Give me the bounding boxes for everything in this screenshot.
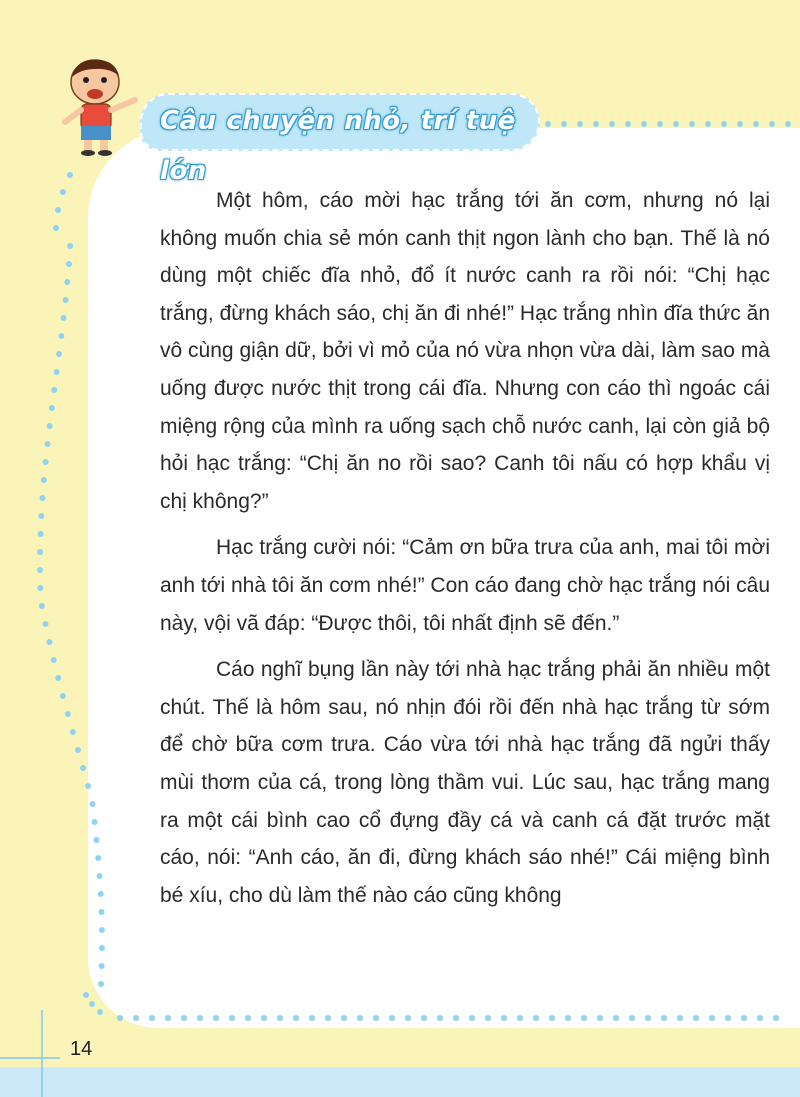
- border-dot: [47, 423, 53, 429]
- border-dot: [42, 621, 48, 627]
- border-dot: [51, 657, 57, 663]
- border-dot: [261, 1015, 267, 1021]
- border-dot: [97, 1009, 103, 1015]
- border-dot: [389, 1015, 395, 1021]
- border-dot: [39, 495, 45, 501]
- border-dot: [133, 1015, 139, 1021]
- border-dot: [80, 765, 86, 771]
- border-dot: [58, 333, 64, 339]
- border-dot: [277, 1015, 283, 1021]
- border-dot: [37, 585, 43, 591]
- border-dot: [757, 1015, 763, 1021]
- border-dot: [705, 121, 711, 127]
- border-dot: [67, 172, 73, 178]
- border-dot: [689, 121, 695, 127]
- border-dot: [613, 1015, 619, 1021]
- border-dot: [70, 729, 76, 735]
- border-dot: [373, 1015, 379, 1021]
- border-dot: [64, 279, 70, 285]
- border-dot: [357, 1015, 363, 1021]
- border-dot: [67, 243, 73, 249]
- border-dot: [197, 1015, 203, 1021]
- border-dot: [593, 121, 599, 127]
- border-dot: [117, 1015, 123, 1021]
- border-dot: [92, 819, 98, 825]
- border-dot: [85, 783, 91, 789]
- border-dot: [89, 1001, 95, 1007]
- section-title: Câu chuyện nhỏ, trí tuệ lớn: [160, 106, 516, 186]
- border-dot: [309, 1015, 315, 1021]
- border-dot: [341, 1015, 347, 1021]
- border-dot: [405, 1015, 411, 1021]
- border-dot: [609, 121, 615, 127]
- border-dot: [545, 121, 551, 127]
- story-text: [160, 182, 770, 914]
- border-dot: [55, 207, 61, 213]
- border-dot: [737, 121, 743, 127]
- border-dot: [99, 945, 105, 951]
- border-dot: [60, 189, 66, 195]
- border-dot: [99, 927, 105, 933]
- border-dot: [89, 801, 95, 807]
- border-dot: [725, 1015, 731, 1021]
- border-dot: [517, 1015, 523, 1021]
- border-dot: [66, 261, 72, 267]
- border-dot: [165, 1015, 171, 1021]
- border-dot: [60, 693, 66, 699]
- border-dot: [641, 121, 647, 127]
- border-dot: [98, 909, 104, 915]
- border-dot: [63, 297, 69, 303]
- border-dot: [37, 549, 43, 555]
- border-dot: [293, 1015, 299, 1021]
- border-dot: [149, 1015, 155, 1021]
- border-dot: [581, 1015, 587, 1021]
- border-dot: [98, 981, 104, 987]
- border-dot: [245, 1015, 251, 1021]
- border-dot: [83, 992, 89, 998]
- story-paragraph-3: Cáo nghĩ bụng lần này tới nhà hạc trắng phải ăn nhiều một chút. Thế là hôm sau, nó nhịn đói rồi đến nhà hạc trắng từ sớm để chờ bữa cơm trưa. Cáo vừa tới nhà hạc trắng đã ngửi thấy mùi thơm của cá, trong lòng thầm vui. Lúc sau, hạc trắng mang ra một cái bình cao cổ đựng đầy cá và canh cá đặt trước mặt cáo, nói: “Anh cáo, ăn đi, đừng khách sáo nhé!” Cái miệng bình bé xíu, cho dù làm thế nào cáo cũng không: [160, 658, 770, 907]
- border-dot: [213, 1015, 219, 1021]
- border-dot: [39, 603, 45, 609]
- border-dot: [661, 1015, 667, 1021]
- border-dot: [565, 1015, 571, 1021]
- border-dot: [38, 531, 44, 537]
- story-paragraph-2: Hạc trắng cười nói: “Cảm ơn bữa trưa của anh, mai tôi mời anh tới nhà tôi ăn cơm nhé!” Con cáo đang chờ hạc trắng nói câu này, vội vã đáp: “Được thôi, tôi nhất định sẽ đến.”: [160, 536, 770, 635]
- border-dot: [741, 1015, 747, 1021]
- border-dot: [773, 1015, 779, 1021]
- border-dot: [65, 711, 71, 717]
- border-dot: [46, 639, 52, 645]
- border-dot: [37, 567, 43, 573]
- boy-character-icon: [55, 52, 150, 157]
- border-dot: [97, 873, 103, 879]
- border-dot: [51, 387, 57, 393]
- border-dot: [629, 1015, 635, 1021]
- border-dot: [75, 747, 81, 753]
- border-dot: [43, 459, 49, 465]
- border-dot: [54, 369, 60, 375]
- border-dot: [709, 1015, 715, 1021]
- border-dot: [421, 1015, 427, 1021]
- border-dot: [61, 315, 67, 321]
- border-dot: [785, 121, 791, 127]
- border-dot: [55, 675, 61, 681]
- border-dot: [753, 121, 759, 127]
- border-dot: [533, 1015, 539, 1021]
- border-dot: [94, 837, 100, 843]
- border-dot: [549, 1015, 555, 1021]
- border-dot: [181, 1015, 187, 1021]
- border-dot: [53, 225, 59, 231]
- border-dot: [45, 441, 51, 447]
- border-dot: [41, 477, 47, 483]
- border-dot: [38, 513, 44, 519]
- border-dot: [325, 1015, 331, 1021]
- border-dot: [229, 1015, 235, 1021]
- border-dot: [437, 1015, 443, 1021]
- border-dot: [561, 121, 567, 127]
- border-dot: [721, 121, 727, 127]
- border-dot: [673, 121, 679, 127]
- border-dot: [469, 1015, 475, 1021]
- story-paragraph-1: Một hôm, cáo mời hạc trắng tới ăn cơm, nhưng nó lại không muốn chia sẻ món canh thịt ngon lành cho bạn. Thế là nó dùng một chiếc đĩa nhỏ, đổ ít nước canh ra rồi nói: “Chị hạc trắng, đừng khách sáo, chị ăn đi nhé!” Hạc trắng nhìn đĩa thức ăn vô cùng giận dữ, bởi vì mỏ của nó vừa nhọn vừa dài, làm sao mà uống được nước thịt trong cái đĩa. Nhưng con cáo thì ngoác cái miệng rộng của mình ra uống sạch chỗ nước canh, lại còn giả bộ hỏi hạc trắng: “Chị ăn no rồi sao? Canh tôi nấu có hợp khẩu vị chị không?”: [160, 189, 770, 513]
- border-dot: [501, 1015, 507, 1021]
- border-dot: [657, 121, 663, 127]
- border-dot: [453, 1015, 459, 1021]
- border-dot: [693, 1015, 699, 1021]
- border-dot: [645, 1015, 651, 1021]
- border-dot: [769, 121, 775, 127]
- border-dot: [56, 351, 62, 357]
- border-dot: [597, 1015, 603, 1021]
- border-dot: [625, 121, 631, 127]
- border-dot: [99, 963, 105, 969]
- border-dot: [677, 1015, 683, 1021]
- page-number: 14: [70, 1038, 93, 1060]
- border-dot: [95, 855, 101, 861]
- border-dot: [98, 891, 104, 897]
- border-dot: [577, 121, 583, 127]
- corner-lines-decoration: [0, 1010, 60, 1097]
- border-dot: [49, 405, 55, 411]
- border-dot: [485, 1015, 491, 1021]
- bottom-color-strip: [0, 1067, 800, 1097]
